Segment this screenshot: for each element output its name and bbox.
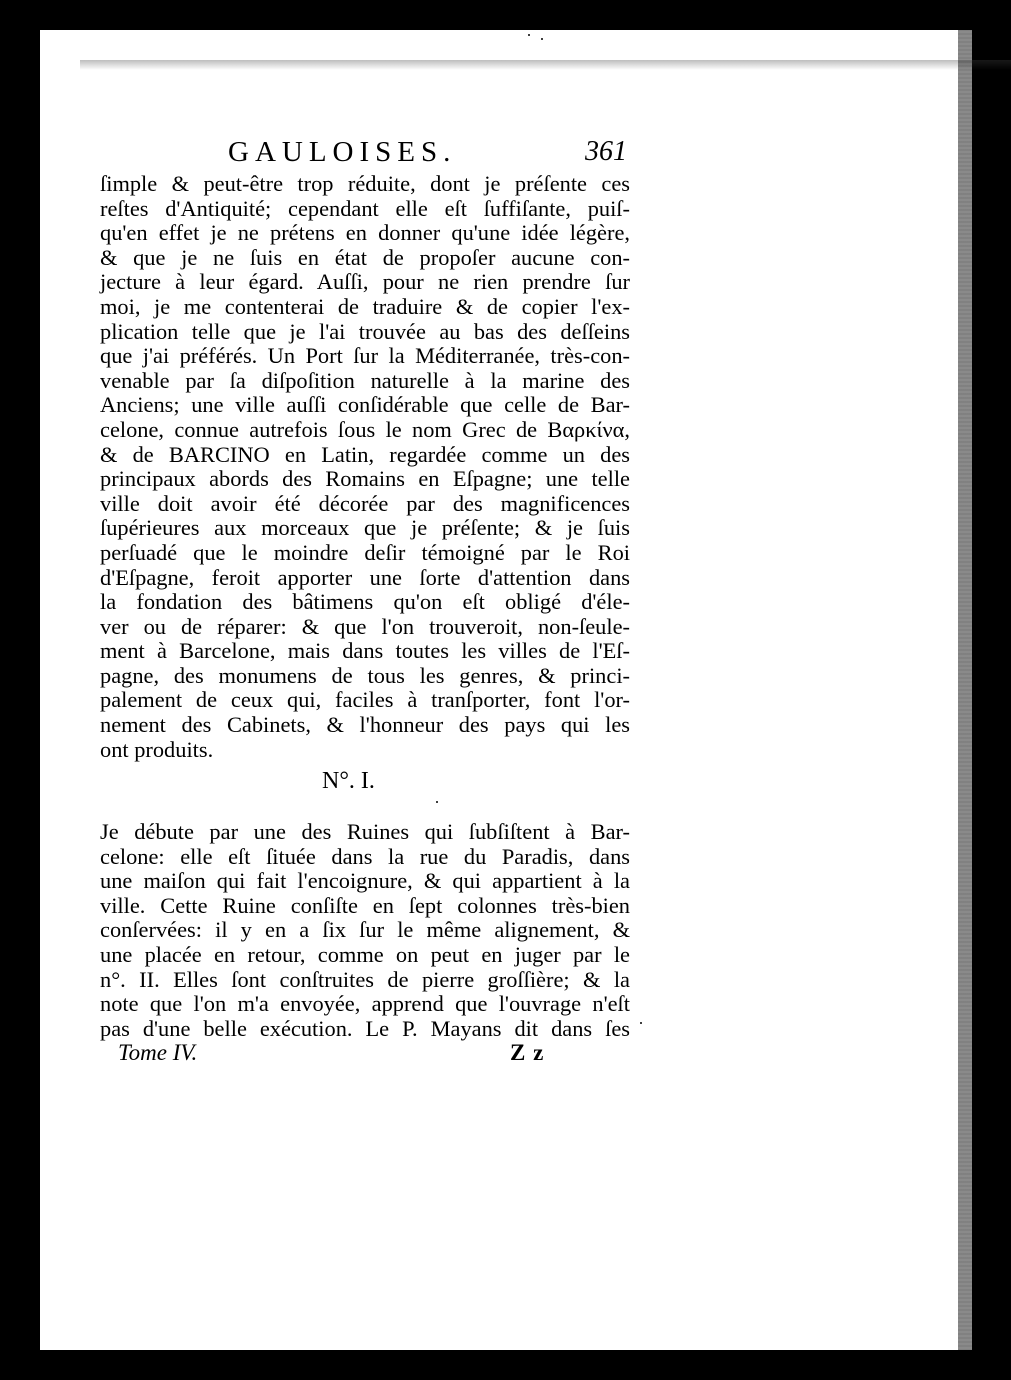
text-line: ver ou de réparer: & que l'on trouveroit, non-ſeule-: [100, 613, 630, 639]
text-line: ville. Cette Ruine conſiſte en ſept colonnes très-bien: [100, 892, 630, 918]
scan-speck: [436, 801, 438, 803]
text-line: une maiſon qui fait l'encoignure, & qui appartient à la: [100, 868, 630, 894]
page-gutter-edge: [958, 30, 972, 1350]
page-footer: [118, 1040, 558, 1074]
text-line: la fondation des bâtimens qu'on eſt obligé d'éle-: [100, 589, 630, 615]
text-line: ſupérieures aux morceaux que je préſente; & je ſuis: [100, 515, 630, 541]
text-line: & que je ne ſuis en état de propoſer aucune con-: [100, 244, 630, 270]
text-line: pagne, des monumens de tous les genres, & princi-: [100, 662, 630, 688]
text-line: note que l'on m'a envoyée, apprend que l'ouvrage n'eſt: [100, 991, 630, 1017]
text-line: ſimple & peut-être trop réduite, dont je préſente ces: [100, 171, 630, 196]
text-line: une placée en retour, comme on peut en juger par le: [100, 941, 630, 967]
text-line: palement de ceux qui, faciles à tranſporter, font l'or-: [100, 687, 630, 713]
text-line: ment à Barcelone, mais dans toutes les villes de l'Eſ-: [100, 638, 630, 664]
scan-speck: [640, 1022, 642, 1024]
text-line: que j'ai préférés. Un Port ſur la Méditerranée, très-con-: [100, 343, 630, 369]
text-line: ont produits.: [100, 736, 214, 762]
scan-speck: [541, 38, 543, 40]
running-head: [100, 136, 625, 174]
text-line: ville doit avoir été décorée par des magnificences: [100, 490, 630, 516]
text-line: plication telle que je l'ai trouvée au bas des deſſeins: [100, 318, 630, 344]
text-line: Je débute par une des Ruines qui ſubſiſtent à Bar-: [100, 819, 630, 844]
text-line: conſervées: il y en a ſix ſur le même alignement, &: [100, 917, 630, 943]
text-line: jecture à leur égard. Auſſi, pour ne rien prendre ſur: [100, 269, 630, 295]
page-top-shadow: [80, 60, 1011, 70]
page-number: 361: [585, 136, 627, 167]
scan-speck: [528, 34, 530, 36]
paragraph-2: [100, 820, 630, 1041]
section-heading: N°. I.: [322, 768, 375, 794]
text-line: moi, je me contenterai de traduire & de copier l'ex-: [100, 293, 630, 319]
text-line: n°. II. Elles ſont conſtruites de pierre groſſière; & la: [100, 966, 630, 992]
text-line: venable par ſa diſpoſition naturelle à la marine des: [100, 367, 630, 393]
text-line: nement des Cabinets, & l'honneur des pays qui les: [100, 712, 630, 738]
text-line: Anciens; une ville auſſi conſidérable que celle de Bar-: [100, 392, 630, 418]
volume-mark: Tome IV.: [118, 1040, 198, 1065]
text-line: celone: elle eſt ſituée dans la rue du Paradis, dans: [100, 843, 630, 869]
running-title: GAULOISES.: [228, 136, 457, 168]
text-line: celone, connue autrefois ſous le nom Grec de Βαρκίνα,: [100, 416, 630, 442]
text-line: reſtes d'Antiquité; cependant elle eſt ſuffiſante, puiſ-: [100, 195, 630, 221]
text-line: perſuadé que le moindre deſir témoigné par le Roi: [100, 539, 630, 565]
text-line: qu'en effet je ne prétens en donner qu'une idée légère,: [100, 220, 630, 246]
text-line: pas d'une belle exécution. Le P. Mayans dit dans ſes: [100, 1015, 630, 1041]
text-line: d'Eſpagne, feroit apporter une ſorte d'attention dans: [100, 564, 630, 590]
paragraph-1: [100, 172, 630, 762]
text-line: & de BARCINO en Latin, regardée comme un des: [100, 441, 630, 467]
signature-mark: Z z: [510, 1040, 545, 1065]
text-line: principaux abords des Romains en Eſpagne; une telle: [100, 466, 630, 492]
